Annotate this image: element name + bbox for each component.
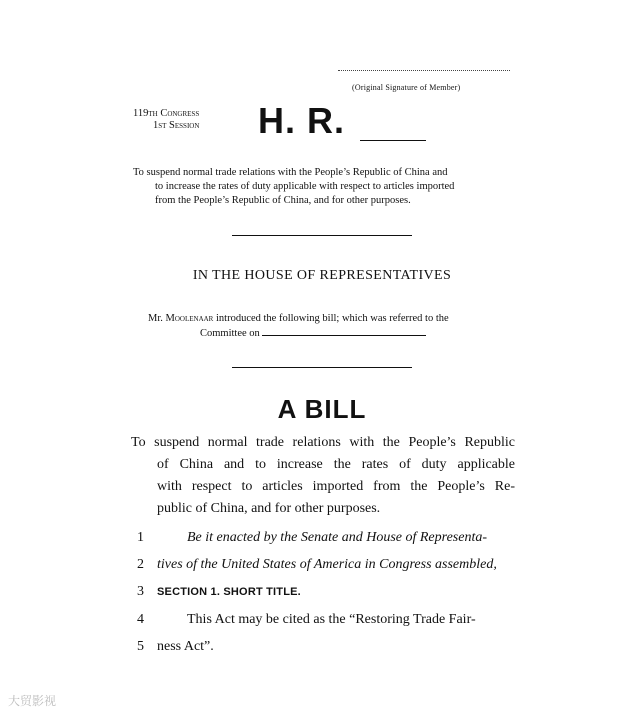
bill-purpose	[131, 432, 515, 520]
purpose-line: of China and to increase the rates of duty applicable	[157, 457, 515, 472]
purpose-summary	[133, 166, 513, 208]
line-number: 1	[137, 530, 144, 545]
section-heading: SECTION 1. SHORT TITLE.	[157, 586, 301, 598]
sponsor-name: Moolenaar	[165, 313, 214, 324]
purpose-summary-line: to increase the rates of duty applicable with respect to articles imported	[155, 181, 455, 192]
purpose-summary-line: from the People’s Republic of China, and for other purposes.	[155, 195, 411, 206]
purpose-line: To suspend normal trade relations with the People’s Republic	[131, 435, 515, 450]
congress-label: 119th Congress	[133, 108, 200, 119]
introduction-text: introduced the following bill; which was referred to the	[215, 313, 449, 324]
bill-line	[130, 609, 520, 631]
bill-heading: A BILL	[277, 394, 367, 424]
house-heading: IN THE HOUSE OF REPRESENTATIVES	[192, 268, 452, 283]
bill-line	[130, 527, 520, 549]
committee-blank	[262, 326, 426, 336]
introduction-paragraph	[140, 312, 504, 341]
bill-type-title: H. R.	[258, 100, 346, 141]
purpose-summary-line: To suspend normal trade relations with the People’s Republic of China and	[133, 167, 448, 178]
session-label: 1st Session	[153, 120, 200, 131]
bill-number-blank	[360, 140, 426, 141]
bill-line	[130, 636, 520, 658]
line-number: 5	[137, 639, 144, 654]
line-number: 3	[137, 584, 144, 599]
purpose-line: with respect to articles imported from the People’s Re-	[157, 479, 515, 494]
section-text: This Act may be cited as the “Restoring Trade Fair-	[187, 612, 476, 627]
committee-prefix: Committee on	[200, 328, 260, 339]
watermark: 大贸影视	[8, 694, 57, 708]
enacting-clause: tives of the United States of America in Congress assembled,	[157, 557, 497, 572]
line-number: 4	[137, 612, 144, 627]
signature-line	[338, 70, 510, 71]
congress-session-block	[133, 108, 199, 132]
divider-rule	[232, 367, 412, 368]
bill-line	[130, 581, 520, 603]
section-text: ness Act”.	[157, 639, 214, 654]
sponsor-title: Mr.	[148, 313, 163, 324]
purpose-line: public of China, and for other purposes.	[157, 501, 381, 516]
signature-caption: (Original Signature of Member)	[352, 83, 461, 92]
bill-line	[130, 554, 520, 576]
enacting-clause: Be it enacted by the Senate and House of Representa-	[187, 530, 487, 545]
line-number: 2	[137, 557, 144, 572]
divider-rule	[232, 235, 412, 236]
